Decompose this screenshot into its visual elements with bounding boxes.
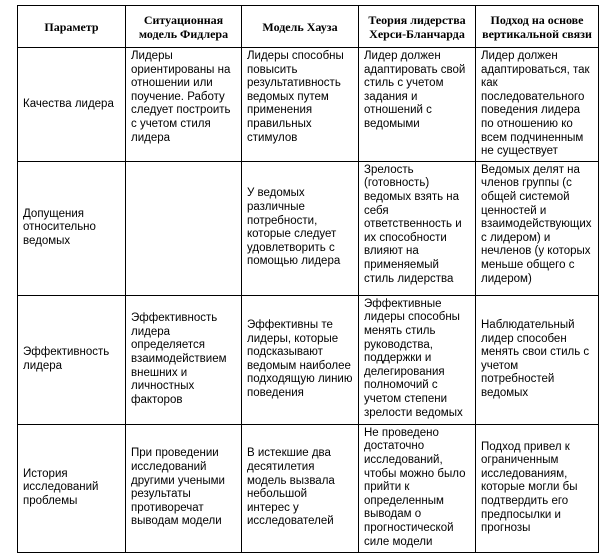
cell-hersey: Не проведено достаточно исследований, чтобы можно было прийти к определенным выводам о прогностической силе модели [359, 424, 476, 552]
cell-house: Эффективны те лидеры, которые подсказывают ведомым наиболее подходящую линию поведения [242, 295, 359, 424]
cell-house: У ведомых различные потребности, которые следует удовлетворить с помощью лидера [242, 161, 359, 295]
comparison-table [17, 5, 599, 553]
cell-vertical: Ведомых делят на членов группы (с общей системой ценностей и взаимодействующих с лидером) и нечленов (у которых меньше общего с лидером) [476, 161, 599, 295]
table-row [18, 424, 599, 552]
cell-vertical: Наблюдательный лидер способен менять свои стиль с учетом потребностей ведомых [476, 295, 599, 424]
row-parameter: История исследований проблемы [18, 424, 126, 552]
cell-hersey: Зрелость (готовность) ведомых взять на себя ответственность и их способности влияют на применяемый стиль лидерства [359, 161, 476, 295]
cell-hersey: Эффективные лидеры способны менять стиль руководства, поддержки и делегирования полномочий с учетом степени зрелости ведомых [359, 295, 476, 424]
table-row [18, 295, 599, 424]
header-row [18, 6, 599, 48]
cell-vertical: Подход привел к ограниченным исследованиям, которые могли бы подтвердить его предпосылки и прогнозы [476, 424, 599, 552]
table-row [18, 48, 599, 162]
cell-hersey: Лидер должен адаптировать свой стиль с учетом задания и отношений с ведомыми [359, 48, 476, 162]
table-row [18, 161, 599, 295]
cell-fiedler [126, 161, 242, 295]
cell-vertical: Лидер должен адаптироваться, так как последовательного поведения лидера по отношению ко всем подчиненным не существует [476, 48, 599, 162]
cell-fiedler: Эффективность лидера определяется взаимодействием внешних и личностных факторов [126, 295, 242, 424]
row-parameter: Эффективность лидера [18, 295, 126, 424]
cell-fiedler: При проведении исследований другими учеными результаты противоречат выводам модели [126, 424, 242, 552]
header-vertical-link: Подход на основе вертикальной связи [476, 6, 599, 48]
header-fiedler: Ситуационная модель Фидлера [126, 6, 242, 48]
cell-house: В истекшие два десятилетия модель вызвала небольшой интерес у исследователей [242, 424, 359, 552]
cell-fiedler: Лидеры ориентированы на отношении или поучение. Работу следует построить с учетом стиля лидера [126, 48, 242, 162]
header-parameter: Параметр [18, 6, 126, 48]
row-parameter: Качества лидера [18, 48, 126, 162]
cell-house: Лидеры способны повысить результативность ведомых путем применения правильных стимулов [242, 48, 359, 162]
row-parameter: Допущения относительно ведомых [18, 161, 126, 295]
header-hersey-blanchard: Теория лидерства Херси-Бланчарда [359, 6, 476, 48]
header-house: Модель Хауза [242, 6, 359, 48]
